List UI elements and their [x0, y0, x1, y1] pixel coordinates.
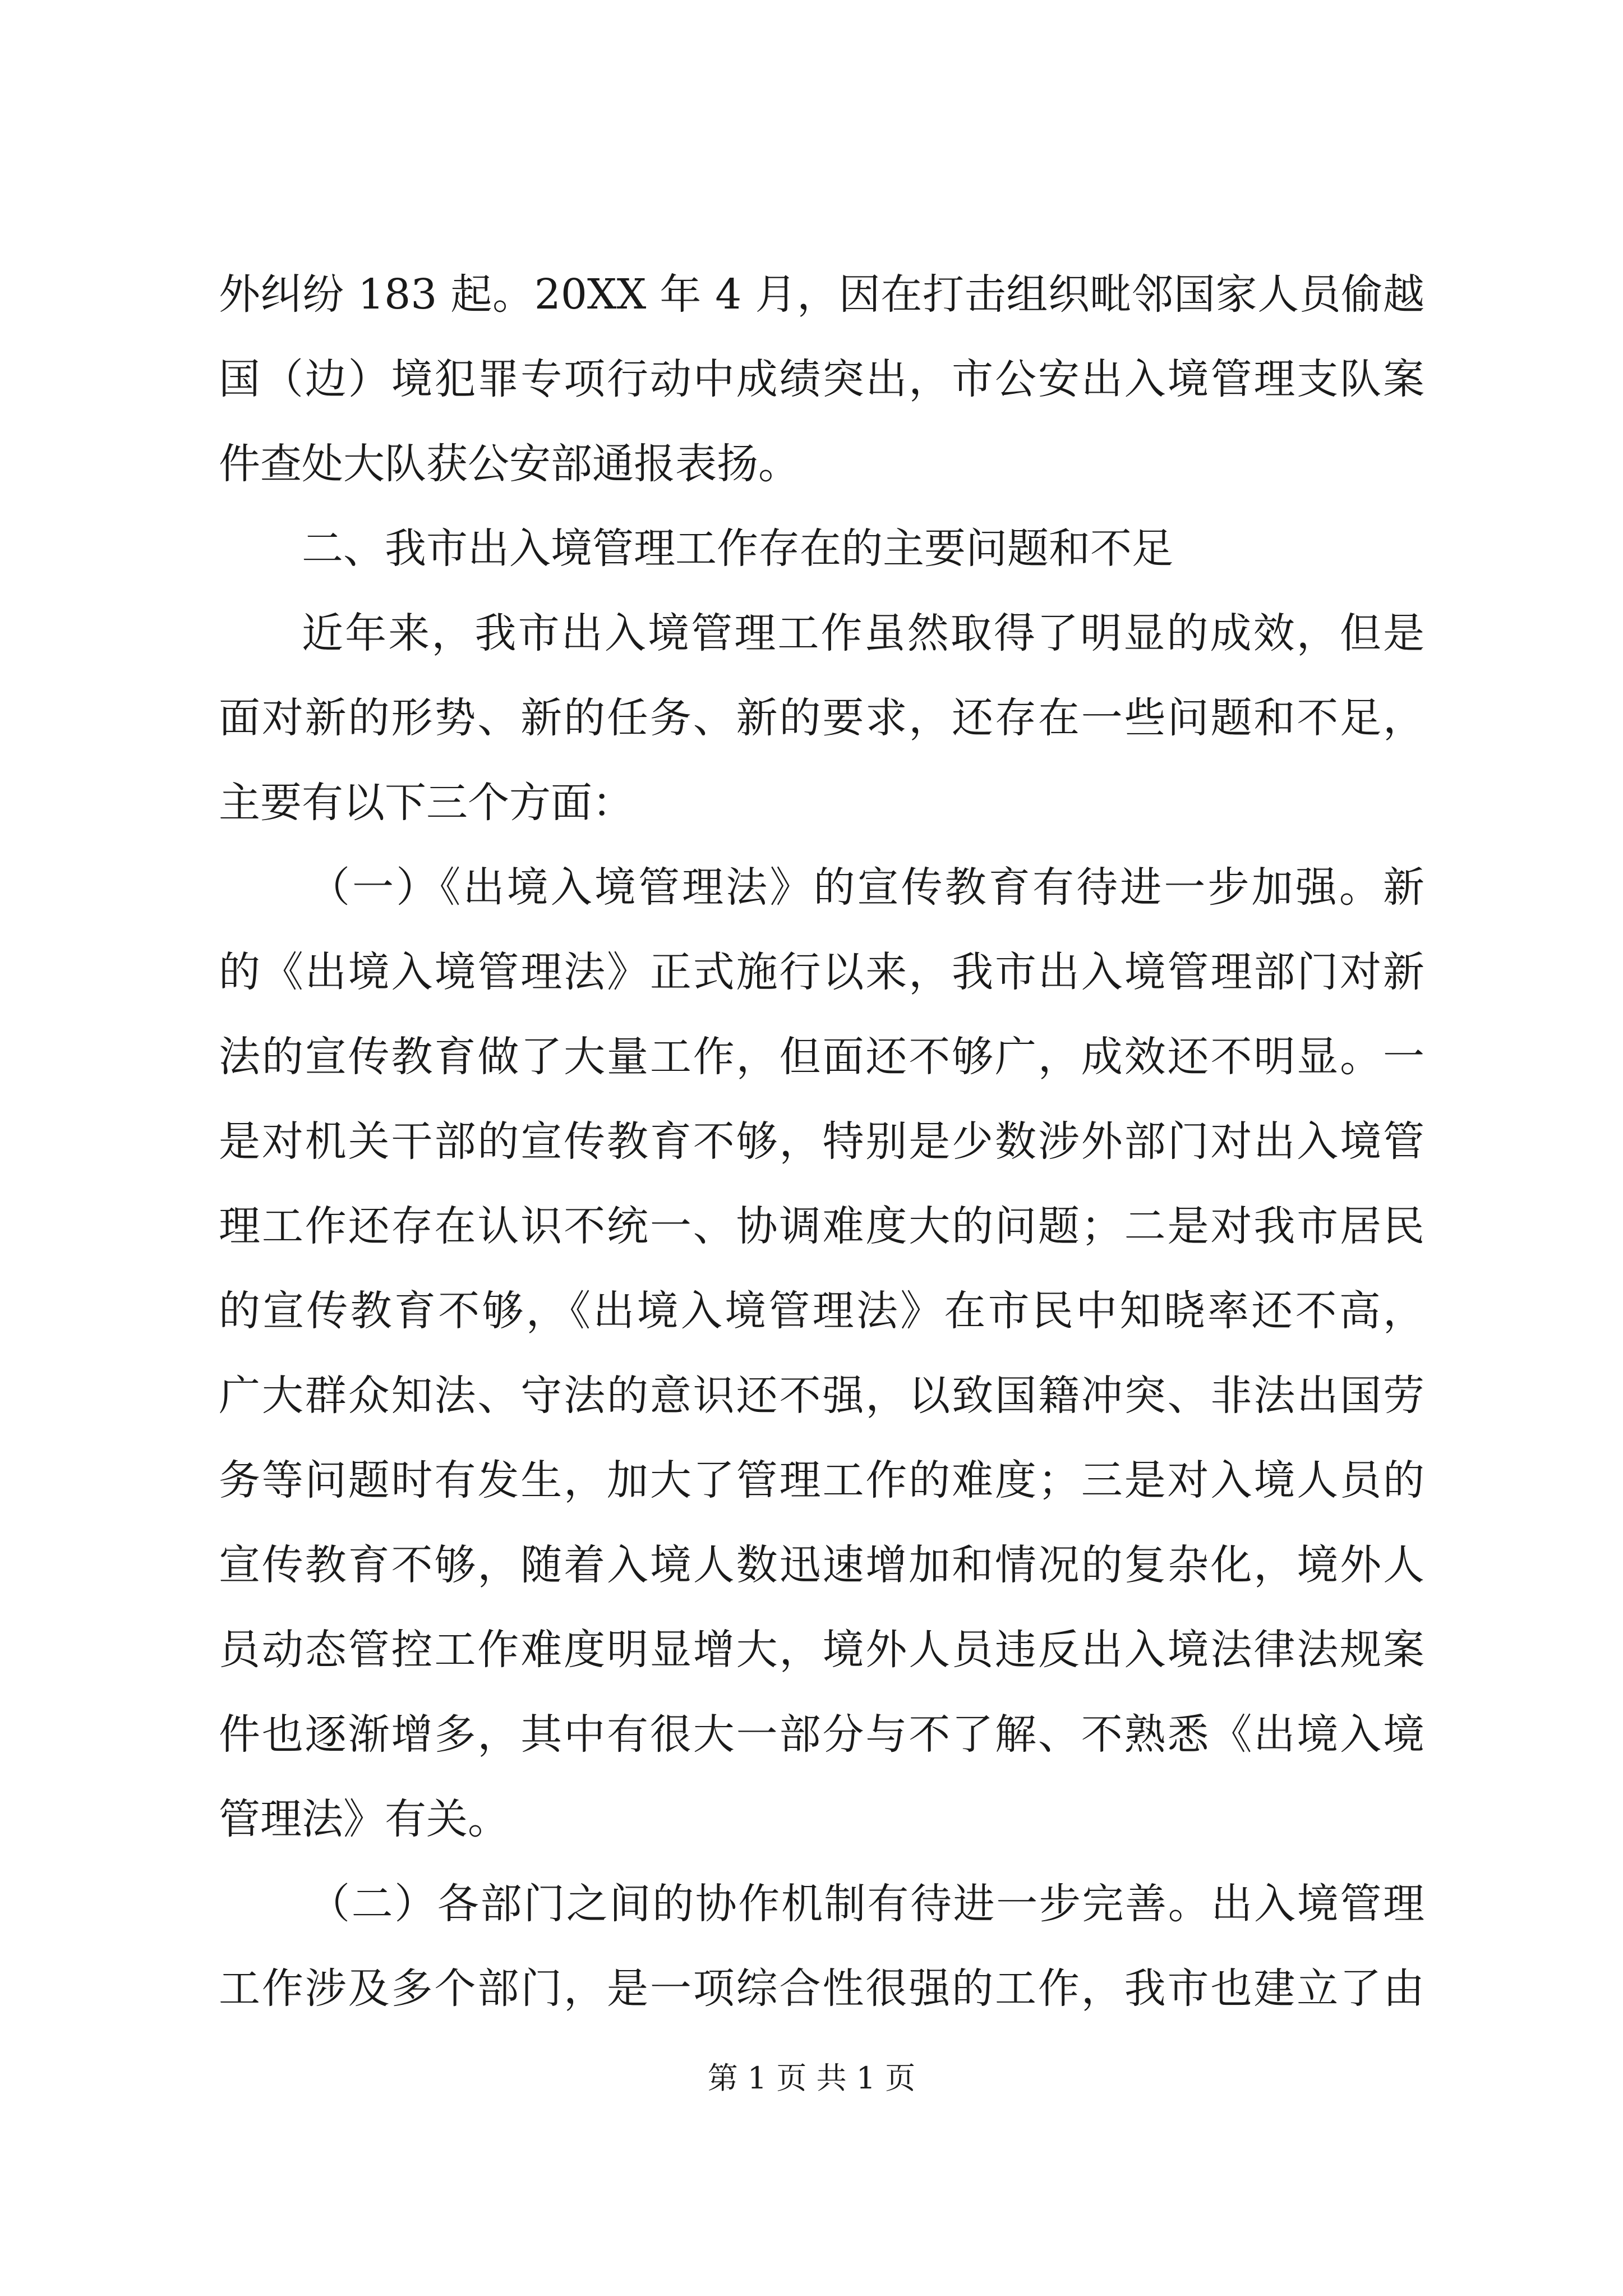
- text-line: 主要有以下三个方面：: [219, 779, 634, 827]
- text-line: 件查处大队获公安部通报表扬。: [219, 440, 800, 488]
- text-line: 的《出境入境管理法》正式施行以来，我市出入境管理部门对新: [219, 948, 1424, 996]
- text-line: 务等问题时有发生，加大了管理工作的难度；三是对入境人员的: [219, 1456, 1424, 1504]
- text-line: 管理法》有关。: [219, 1795, 509, 1843]
- page-footer: 第 1 页 共 1 页: [707, 2060, 916, 2096]
- text-line: 员动态管控工作难度明显增大，境外人员违反出入境法律法规案: [219, 1626, 1424, 1674]
- text-line: 的宣传教育不够，《出境入境管理法》在市民中知晓率还不高，: [219, 1287, 1424, 1335]
- text-line: 国（边）境犯罪专项行动中成绩突出，市公安出入境管理支队案: [219, 355, 1424, 403]
- text-line: 件也逐渐增多，其中有很大一部分与不了解、不熟悉《出境入境: [219, 1710, 1424, 1759]
- text-line: 广大群众知法、守法的意识还不强，以致国籍冲突、非法出国劳: [219, 1372, 1424, 1420]
- text-line: 面对新的形势、新的任务、新的要求，还存在一些问题和不足，: [219, 694, 1424, 742]
- text-line: 近年来，我市出入境管理工作虽然取得了明显的成效，但是: [302, 609, 1424, 657]
- text-line: 是对机关干部的宣传教育不够，特别是少数涉外部门对出入境管: [219, 1117, 1424, 1166]
- text-line: 理工作还存在认识不统一、协调难度大的问题；二是对我市居民: [219, 1202, 1424, 1250]
- subsection-heading: （二）各部门之间的协作机制有待进一步完善。出入境管理: [308, 1880, 1424, 1928]
- text-line: 工作涉及多个部门，是一项综合性很强的工作，我市也建立了由: [219, 1964, 1424, 2013]
- text-line: 宣传教育不够，随着入境人数迅速增加和情况的复杂化，境外人: [219, 1541, 1424, 1589]
- body-text: [219, 252, 1424, 2031]
- text-line: 外纠纷 183 起。20XX 年 4 月，因在打击组织毗邻国家人员偷越: [219, 270, 1424, 319]
- subsection-heading: （一）《出境入境管理法》的宣传教育有待进一步加强。新: [308, 863, 1424, 912]
- section-heading: 二、我市出入境管理工作存在的主要问题和不足: [302, 524, 1173, 573]
- text-line: 法的宣传教育做了大量工作，但面还不够广，成效还不明显。一: [219, 1033, 1424, 1081]
